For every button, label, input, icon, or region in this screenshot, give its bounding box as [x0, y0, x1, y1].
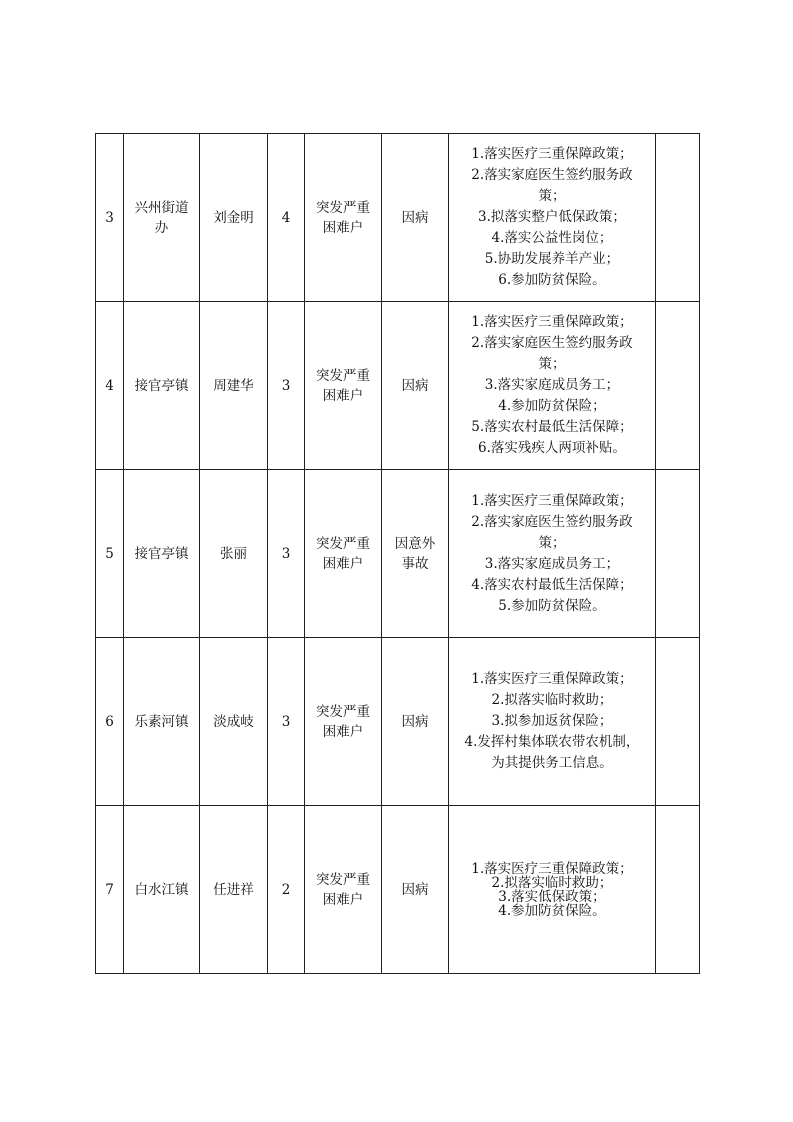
household-head-cell: 刘金明: [200, 134, 268, 302]
household-type-cell: 突发严重 困难户: [305, 302, 382, 470]
township-cell: 接官亭镇: [124, 302, 200, 470]
household-head-cell: 任进祥: [200, 806, 268, 974]
remark-cell: [656, 302, 700, 470]
row-number-cell: 3: [96, 134, 124, 302]
household-size-cell: 4: [268, 134, 305, 302]
household-size-cell: 3: [268, 302, 305, 470]
township-cell: 接官亭镇: [124, 470, 200, 638]
assistance-table: [95, 133, 700, 974]
row-number-cell: 6: [96, 638, 124, 806]
household-type-cell: 突发严重 困难户: [305, 638, 382, 806]
row-number-cell: 7: [96, 806, 124, 974]
table-row: [96, 302, 700, 470]
table-row: [96, 806, 700, 974]
township-cell: 白水江镇: [124, 806, 200, 974]
household-head-cell: 周建华: [200, 302, 268, 470]
measures-cell: 1.落实医疗三重保障政策； 2.拟落实临时救助； 3.拟参加返贫保险； 4.发挥村集体联农带农机制， 为其提供务工信息。: [449, 638, 656, 806]
township-cell: 乐素河镇: [124, 638, 200, 806]
household-head-cell: 淡成岐: [200, 638, 268, 806]
measures-cell: 1.落实医疗三重保障政策； 2.落实家庭医生签约服务政 策； 3.拟落实整户低保政策； 4.落实公益性岗位； 5.协助发展养羊产业； 6.参加防贫保险。: [449, 134, 656, 302]
cause-cell: 因病: [382, 302, 449, 470]
measures-cell: 1.落实医疗三重保障政策； 2.落实家庭医生签约服务政 策； 3.落实家庭成员务工； 4.参加防贫保险； 5.落实农村最低生活保障； 6.落实残疾人两项补贴。: [449, 302, 656, 470]
measures-cell: 1.落实医疗三重保障政策； 2.拟落实临时救助； 3.落实低保政策； 4.参加防贫保险。: [449, 806, 656, 974]
row-number-cell: 4: [96, 302, 124, 470]
household-size-cell: 2: [268, 806, 305, 974]
table-row: [96, 638, 700, 806]
remark-cell: [656, 134, 700, 302]
row-number-cell: 5: [96, 470, 124, 638]
household-type-cell: 突发严重 困难户: [305, 806, 382, 974]
remark-cell: [656, 638, 700, 806]
remark-cell: [656, 470, 700, 638]
household-size-cell: 3: [268, 638, 305, 806]
remark-cell: [656, 806, 700, 974]
cause-cell: 因病: [382, 134, 449, 302]
household-type-cell: 突发严重 困难户: [305, 470, 382, 638]
cause-cell: 因病: [382, 806, 449, 974]
measures-cell: 1.落实医疗三重保障政策； 2.落实家庭医生签约服务政 策； 3.落实家庭成员务工； 4.落实农村最低生活保障； 5.参加防贫保险。: [449, 470, 656, 638]
household-type-cell: 突发严重 困难户: [305, 134, 382, 302]
table-row: [96, 470, 700, 638]
cause-cell: 因病: [382, 638, 449, 806]
cause-cell: 因意外 事故: [382, 470, 449, 638]
household-head-cell: 张丽: [200, 470, 268, 638]
township-cell: 兴州街道 办: [124, 134, 200, 302]
table-row: [96, 134, 700, 302]
household-size-cell: 3: [268, 470, 305, 638]
